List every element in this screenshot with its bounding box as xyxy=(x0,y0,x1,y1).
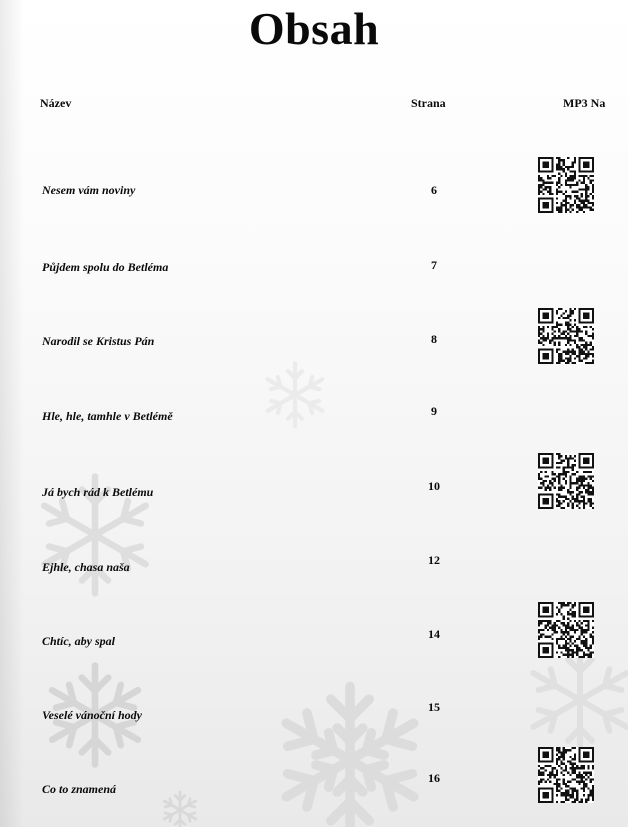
toc-entry-page: 8 xyxy=(431,332,437,346)
toc-entry-title[interactable]: Veselé vánoční hody xyxy=(42,708,142,722)
toc-entry-title[interactable]: Hle, hle, tamhle v Betlémě xyxy=(42,409,173,423)
toc-entry-title[interactable]: Ejhle, chasa naša xyxy=(42,560,130,574)
toc-entry-page: 15 xyxy=(428,700,440,714)
qr-code-icon[interactable] xyxy=(538,157,594,213)
toc-entry-page: 12 xyxy=(428,553,440,567)
qr-code-icon[interactable] xyxy=(538,747,594,803)
toc-entry-title[interactable]: Půjdem spolu do Betléma xyxy=(42,260,169,274)
snowflake-icon xyxy=(270,680,430,827)
toc-entry-page: 9 xyxy=(431,404,437,418)
toc-entry-title[interactable]: Já bych rád k Betlému xyxy=(42,485,154,499)
toc-entry-page: 14 xyxy=(428,627,440,641)
column-header-page: Strana xyxy=(411,96,446,110)
page-title: Obsah xyxy=(248,3,380,54)
qr-code-icon[interactable] xyxy=(538,308,594,364)
toc-entry-page: 10 xyxy=(428,479,440,493)
page-edge-shadow xyxy=(0,0,24,827)
toc-entry-page: 6 xyxy=(431,183,437,197)
column-header-mp3: MP3 Na xyxy=(563,96,606,110)
qr-code-icon[interactable] xyxy=(538,453,594,509)
toc-entry-page: 7 xyxy=(431,258,437,272)
toc-entry-title[interactable]: Co to znamená xyxy=(42,782,117,796)
column-header-name: Název xyxy=(40,96,72,110)
qr-code-icon[interactable] xyxy=(538,602,594,658)
toc-entry-title[interactable]: Narodil se Kristus Pán xyxy=(42,334,155,348)
toc-entry-title[interactable]: Nesem vám noviny xyxy=(42,183,136,197)
snowflake-icon xyxy=(260,360,330,430)
snowflake-icon xyxy=(160,790,200,827)
toc-entry-title[interactable]: Chtíc, aby spal xyxy=(42,634,116,648)
toc-entry-page: 16 xyxy=(428,771,440,785)
